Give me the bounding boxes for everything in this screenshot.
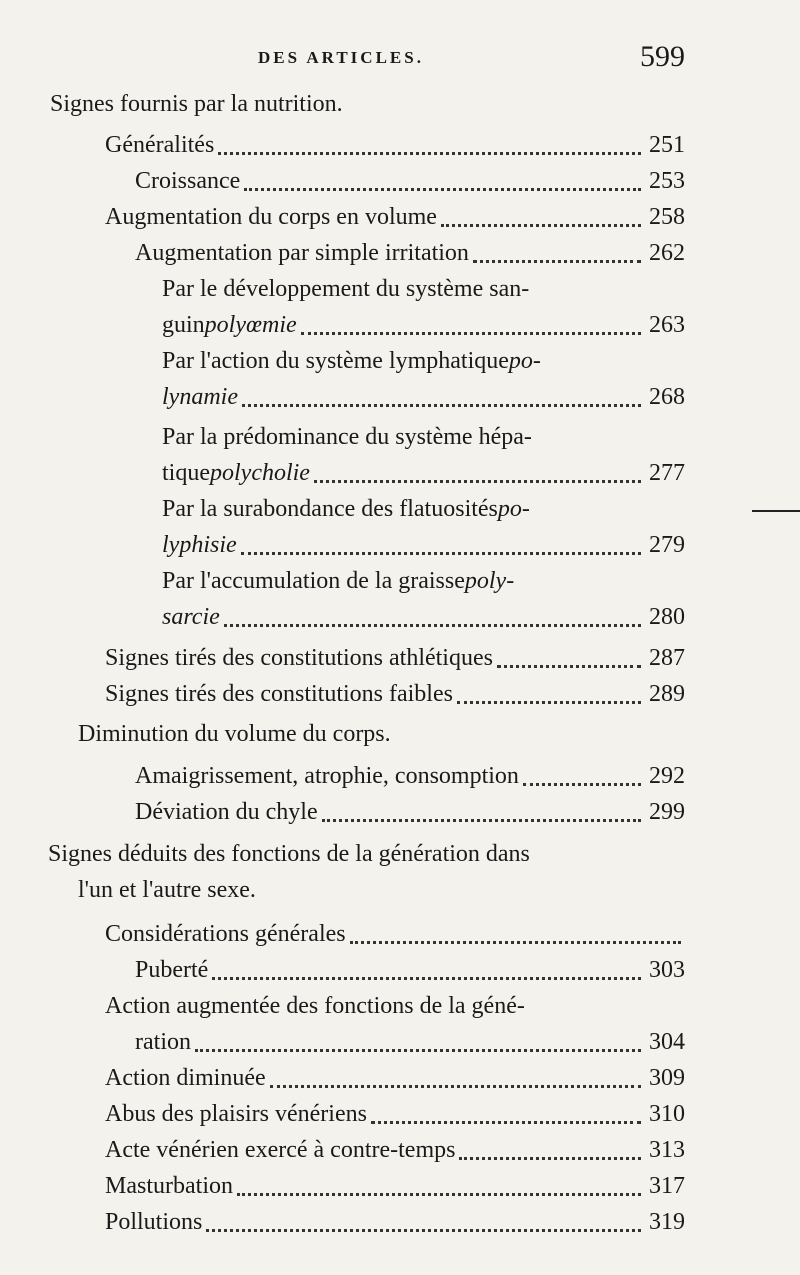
toc-entry-title: Signes fournis par la nutrition.	[50, 91, 343, 117]
toc-entry	[162, 563, 514, 599]
toc-entry-page: 317	[649, 1173, 685, 1199]
toc-entry	[105, 1132, 685, 1168]
toc-entry-title: ration	[135, 1029, 191, 1055]
toc-entry-title: Action diminuée	[105, 1065, 266, 1091]
toc-entry	[162, 527, 685, 563]
toc-entry-title: guin	[162, 312, 205, 338]
toc-entry-page: 289	[649, 681, 685, 707]
toc-entry-page: 299	[649, 799, 685, 825]
leader-dots	[237, 1193, 641, 1196]
toc-entry	[135, 163, 685, 199]
toc-entry	[162, 599, 685, 635]
toc-entry	[105, 1096, 685, 1132]
toc-entry	[162, 343, 541, 379]
toc-entry-page: 304	[649, 1029, 685, 1055]
toc-entry	[162, 271, 529, 307]
toc-entry	[162, 491, 530, 527]
toc-entry-term: poly-	[464, 568, 515, 594]
toc-entry-page: 251	[649, 132, 685, 158]
toc-entry-page: 277	[649, 460, 685, 486]
toc-entry-title: Pollutions	[105, 1209, 203, 1235]
toc-entry-term: polycholie	[210, 460, 310, 486]
toc-entry-page: 268	[649, 384, 685, 410]
toc-entry	[162, 379, 685, 415]
toc-entry-page: 280	[649, 604, 685, 630]
leader-dots	[244, 188, 641, 191]
toc-entry-term: lynamie	[162, 384, 238, 410]
toc-entry-page: 309	[649, 1065, 685, 1091]
toc-entry	[162, 419, 532, 455]
toc-entry-page: 292	[649, 763, 685, 789]
toc-entry	[135, 1024, 685, 1060]
toc-entry	[162, 307, 685, 343]
toc-entry-title: Acte vénérien exercé à contre-temps	[105, 1137, 456, 1163]
leader-dots	[270, 1085, 641, 1088]
toc-entry-title: Par l'accumulation de la graisse	[162, 568, 465, 594]
toc-entry	[135, 952, 685, 988]
toc-entry	[105, 988, 525, 1024]
toc-entry	[105, 127, 685, 163]
toc-entry	[105, 1204, 685, 1240]
toc-entry-term: polyœmie	[204, 312, 297, 338]
leader-dots	[195, 1049, 641, 1052]
leader-dots	[301, 332, 641, 335]
leader-dots	[224, 624, 641, 627]
toc-entry	[162, 455, 685, 491]
toc-entry-title: Puberté	[135, 957, 209, 983]
toc-entry-term: po-	[497, 496, 530, 522]
leader-dots	[497, 665, 641, 668]
toc-entry-title: Diminution du volume du corps.	[78, 721, 391, 747]
toc-entry	[105, 199, 685, 235]
toc-entry	[78, 716, 391, 752]
toc-entry-title: tique	[162, 460, 210, 486]
toc-entry-page: 310	[649, 1101, 685, 1127]
toc-entry-title: l'un et l'autre sexe.	[78, 877, 256, 903]
toc-entry-title: Déviation du chyle	[135, 799, 318, 825]
toc-entry-title: Action augmentée des fonctions de la géné-	[105, 993, 525, 1019]
leader-dots	[371, 1121, 641, 1124]
leader-dots	[206, 1229, 641, 1232]
toc-entry-term: lyphisie	[162, 532, 237, 558]
leader-dots	[523, 783, 641, 786]
leader-dots	[218, 152, 641, 155]
toc-entry-title: Croissance	[135, 168, 241, 194]
toc-entry-title: Signes tirés des constitutions faibles	[105, 681, 453, 707]
toc-entry-term: sarcie	[162, 604, 220, 630]
toc-entry-title: Signes tirés des constitutions athlétiques	[105, 645, 493, 671]
toc-entry	[50, 86, 343, 122]
toc-entry-page: 319	[649, 1209, 685, 1235]
toc-entry	[48, 836, 530, 872]
toc-entry-title: Par la surabondance des flatuosités	[162, 496, 498, 522]
toc-entry-title: Augmentation par simple irritation	[135, 240, 469, 266]
toc-entry-page: 279	[649, 532, 685, 558]
margin-rule	[752, 510, 800, 512]
toc-entry-title: Par le développement du système san-	[162, 276, 530, 302]
toc-entry	[105, 916, 685, 952]
toc-entry-page: 263	[649, 312, 685, 338]
running-header: DES ARTICLES.	[258, 48, 424, 67]
leader-dots	[457, 701, 641, 704]
toc-entry-page: 303	[649, 957, 685, 983]
toc-entry	[105, 640, 685, 676]
toc-entry	[105, 676, 685, 712]
toc-entry	[135, 235, 685, 271]
toc-entry-title: Abus des plaisirs vénériens	[105, 1101, 367, 1127]
toc-entry-title: Signes déduits des fonctions de la génération dans	[48, 841, 530, 867]
leader-dots	[212, 977, 641, 980]
toc-entry	[105, 1060, 685, 1096]
leader-dots	[242, 404, 641, 407]
leader-dots	[441, 224, 641, 227]
toc-entry	[105, 1168, 685, 1204]
toc-entry-page: 253	[649, 168, 685, 194]
leader-dots	[314, 480, 641, 483]
toc-entry	[135, 794, 685, 830]
toc-entry-title: Par l'action du système lymphatique	[162, 348, 509, 374]
toc-entry	[135, 758, 685, 794]
toc-entry-term: po-	[508, 348, 541, 374]
leader-dots	[473, 260, 641, 263]
leader-dots	[350, 941, 681, 944]
toc-entry-title: Masturbation	[105, 1173, 233, 1199]
toc-entry-title: Considérations générales	[105, 921, 346, 947]
toc-entry-title: Généralités	[105, 132, 215, 158]
toc-entry-title: Par la prédominance du système hépa-	[162, 424, 532, 450]
page-number: 599	[640, 40, 685, 73]
toc-entry-title: Amaigrissement, atrophie, consomption	[135, 763, 519, 789]
leader-dots	[459, 1157, 641, 1160]
toc-entry-page: 313	[649, 1137, 685, 1163]
toc-entry-title: Augmentation du corps en volume	[105, 204, 437, 230]
toc-entry-page: 262	[649, 240, 685, 266]
toc-entry-page: 287	[649, 645, 685, 671]
leader-dots	[322, 819, 641, 822]
toc-entry	[78, 872, 256, 908]
toc-entry-page: 258	[649, 204, 685, 230]
leader-dots	[241, 552, 641, 555]
